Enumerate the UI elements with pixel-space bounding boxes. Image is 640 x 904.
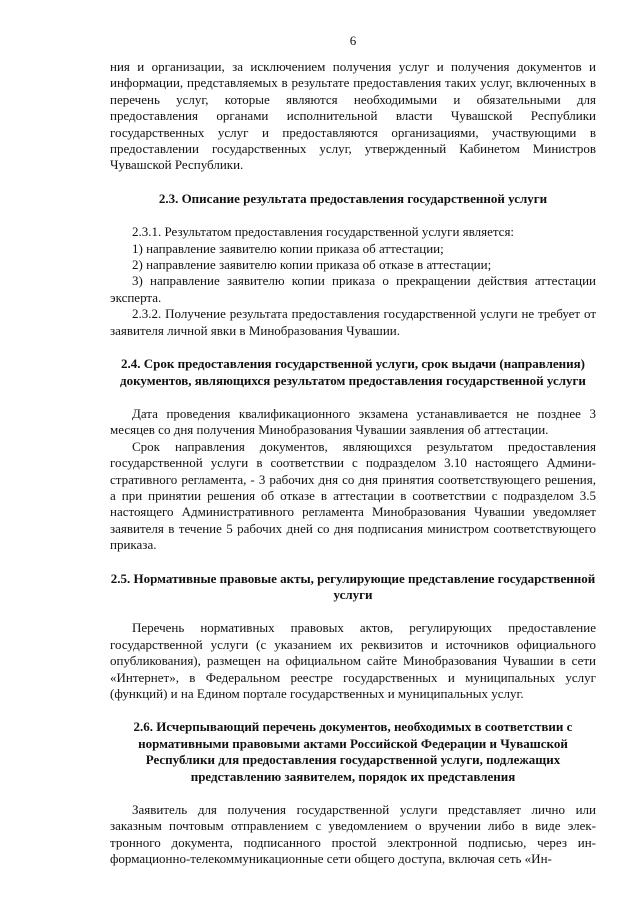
section-2-3-heading: 2.3. Описание результата предоставления государственной услуги xyxy=(158,190,548,206)
section-2-6-heading: 2.6. Исчерпывающий перечень документов, необходимых в соответствии с нормативными правовыми актами Российской Федерации и Чувашской Республики для предоставления государственной услуги, подлежащих представлению заявителем, порядок их представления xyxy=(133,719,573,784)
list-item: 2) направление заявителю копии приказа об отказе в аттестации; xyxy=(132,257,492,273)
paragraph: Срок направления документов, являющихся результатом предоставления государственной услуги в соответствии с подразделом 3.10 настоящего Административного регламента, - 3 рабочих дня со дня принятия соответствующего решения, а при принятии решения об отказе в аттестации в соответствии с подразделом 3.5 настоящего Административного регламента Минобразования Чувашии уведомляет заявителя в течение 5 рабочих дней со дня подписания министром соответствующего приказа. xyxy=(110,438,596,553)
paragraph: 2.3.2. Получение результата предоставления государственной услуги не требует от заявителя личной явки в Минобразования Чувашии. xyxy=(110,306,596,338)
list-item: 1) направление заявителю копии приказа об аттестации; xyxy=(132,240,444,256)
page-number: 6 xyxy=(349,33,357,48)
paragraph: Заявитель для получения государственной услуги представляет лично или заказным почтовым отправлением с уведомлением о вручении либо в виде электронного документа, подписанного простой электронной подписью, через информационно-телекоммуникационные сети общего доступа, включая сеть «Ин- xyxy=(110,802,596,867)
list-item: 3) направление заявителю копии приказа о прекращении действия аттестации эксперта. xyxy=(110,273,596,305)
section-2-5-heading: 2.5. Нормативные правовые акты, регулирующие представление государственной услуги xyxy=(110,570,596,602)
paragraph: Дата проведения квалификационного экзамена устанавливается не позднее 3 месяцев со дня получения Минобразования Чувашии заявления об аттестации. xyxy=(110,405,596,438)
section-2-4-heading: 2.4. Срок предоставления государственной услуги, срок выдачи (направления) документов, являющихся результатом предоставления государственной услуги xyxy=(120,356,586,388)
paragraph: 2.3.1. Результатом предоставления государственной услуги является: xyxy=(132,224,515,240)
intro-paragraph: ния и организации, за исключением получения услуг и получения документов и информации, представляемых в результате предоставления таких услуг, включенных в перечень услуг, которые являются необходимыми и обязательными для предоставления органами исполнительной власти Чувашской Республики государственных услуг и предоставляются организациями, участвующими в предоставлении государственных услуг, утвержденный Кабинетом Министров Чувашской Республики. xyxy=(110,59,596,173)
paragraph: Перечень нормативных правовых актов, регулирующих предоставление государственной услуги (с указанием их реквизитов и источников официального опубликования), размещен на официальном сайте Минобразования Чувашии в сети «Интернет», в Федеральном реестре государственных и муниципальных услуг (функций) и на Едином портале государственных и муниципальных услуг. xyxy=(110,620,596,701)
